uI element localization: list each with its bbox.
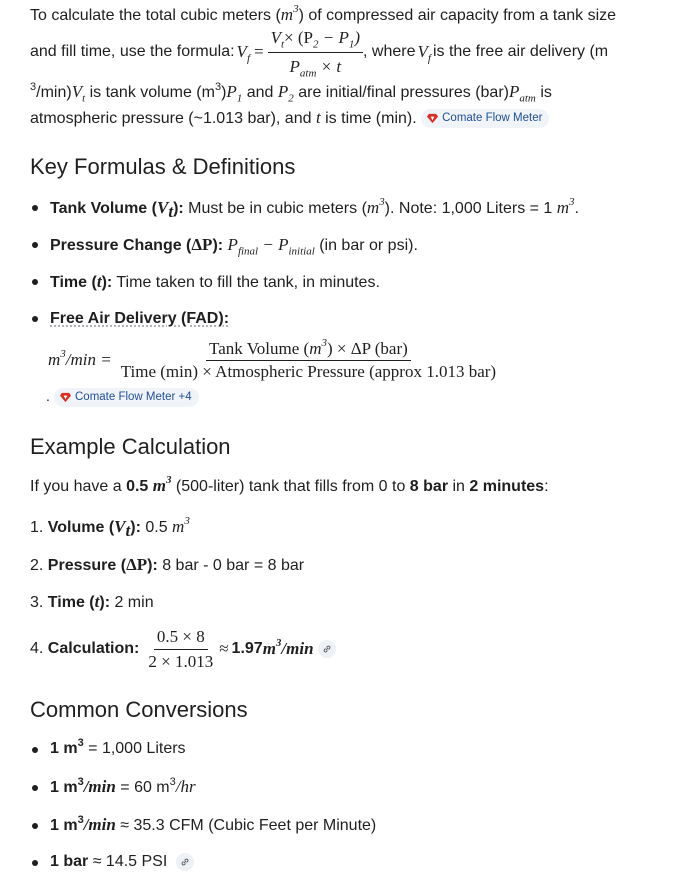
bullet-dot	[32, 242, 38, 248]
link-icon[interactable]	[176, 853, 194, 871]
bullet-dot	[32, 860, 38, 866]
example-heading: Example Calculation	[30, 434, 231, 459]
intro-line-3: $^3/\min)V_t$ is tank volume $(m^3)P_1$ and $P_2$ are initial/final pressures $(bar)P_{atm}$ is	[30, 80, 552, 105]
step-time: 3. Time (t): 2 min	[30, 592, 154, 611]
source-chip-wrapper	[54, 388, 199, 407]
main-formula-fraction: $\frac{V_t\times (P_2 - P_1)}{P_{atm} \times t}$	[268, 25, 363, 80]
list-item-time: Time (t): Time taken to fill the tank, in minutes.	[50, 272, 380, 291]
conversion-item-psi: 1 bar ≈ 14.5 PSI	[50, 851, 194, 873]
fad-formula: $m^3/\min$ = $\frac{Tank Volume (m^3) \times \Delta P (bar)}{\text{Time (min) × Atmospheric Pressure (approx 1.013 bar)}}$	[48, 336, 497, 381]
bullet-dot	[32, 747, 38, 753]
step-calculation: 4. Calculation: $\frac{0.5 \times 8}{2 \times 1.013}$ ≈ 1.97 $m^3/\min$	[30, 624, 336, 674]
conversion-item-cfm: 1 $m^3/\min \approx 35.3$ CFM (Cubic Feet per Minute)	[50, 813, 377, 834]
conversion-item-hour: 1 $m^3/\min = 60$ $m^3/hr$	[50, 775, 196, 796]
step-volume: 1. Volume $(V_t)$: 0.5 $m^3$	[30, 515, 190, 541]
list-item-fad: Free Air Delivery (FAD):	[50, 310, 230, 327]
intro-line-4: atmospheric pressure (~1.013 bar), and t is time (min). Comate Flow Meter	[30, 105, 549, 132]
link-icon[interactable]	[318, 640, 336, 658]
bullet-dot	[32, 823, 38, 829]
conversion-item-liters: 1 $m^3 = 1,000$ Liters	[50, 736, 186, 757]
conversions-heading: Common Conversions	[30, 697, 248, 722]
source-chip[interactable]: Comate Flow Meter	[421, 109, 549, 128]
gem-icon	[427, 113, 438, 124]
source-chip-multi[interactable]: Comate Flow Meter +4	[54, 388, 199, 407]
bullet-dot	[32, 785, 38, 791]
step-pressure: 2. Pressure (ΔP): 8 bar - 0 bar = 8 bar	[30, 555, 305, 574]
list-item-tank-volume: Tank Volume $(V_t)$: Must be in cubic meters $(m^3)$. Note: 1,000 Liters = 1 $m^3$.	[50, 196, 579, 222]
example-intro: If you have a 0.5 $m^3$ (500-liter) tank that fills from 0 to 8 bar in 2 minutes:	[30, 474, 549, 495]
bullet-dot	[32, 205, 38, 211]
key-formulas-heading: Key Formulas & Definitions	[30, 154, 296, 179]
bullet-dot	[32, 279, 38, 285]
gem-icon	[60, 392, 71, 403]
intro-line-2: and fill time, use the formula: $V_f$ = $\frac{V_t\times (P_2 - P_1)}{P_{atm} \times t}$ , where $V_f$ is the free air delivery (m	[30, 28, 608, 76]
list-item-pressure-change: Pressure Change (ΔP): $P_{final} - P_{initial}$ (in bar or psi).	[50, 235, 418, 258]
intro-line-1: To calculate the total cubic meters $(m^3)$ of compressed air capacity from a tank size	[30, 3, 617, 24]
period-mark: .	[46, 388, 50, 404]
bullet-dot	[32, 316, 38, 322]
